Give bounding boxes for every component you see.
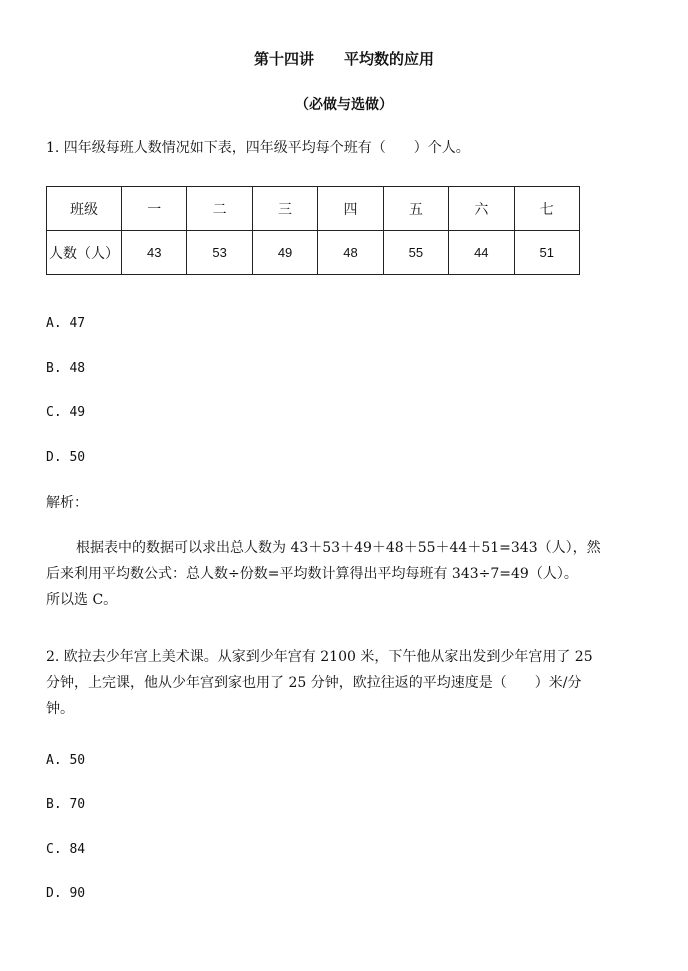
class-cell: 四 (318, 187, 383, 231)
q1-option-d: D. 50 (46, 450, 86, 465)
question-1-stem: 1. 四年级每班人数情况如下表，四年级平均每个班有（ ）个人。 (46, 140, 470, 156)
class-cell: 七 (514, 187, 579, 231)
question-2-stem (46, 644, 646, 722)
analysis-text (46, 535, 646, 613)
analysis-line: 根据表中的数据可以求出总人数为 43＋53＋49＋48＋55＋44＋51=343（人），然 (76, 540, 601, 556)
analysis-label: 解析： (46, 495, 88, 511)
q2-option-a: A. 50 (46, 753, 86, 768)
stem-line: 分钟，上完课，他从少年宫到家也用了 25 分钟，欧拉往返的平均速度是（ ）米/分 (46, 675, 582, 691)
row-header-class: 班级 (47, 187, 122, 231)
count-cell: 48 (318, 231, 383, 275)
q1-option-b: B. 48 (46, 361, 86, 376)
class-size-table (46, 186, 580, 275)
count-cell: 43 (122, 231, 187, 275)
lecture-topic: 平均数的应用 (344, 50, 435, 68)
stem-line: 钟。 (46, 701, 74, 717)
stem-line: 2. 欧拉去少年宫上美术课。从家到少年宫有 2100 米，下午他从家出发到少年宫用了 25 (46, 649, 593, 665)
row-header-count: 人数（人） (47, 231, 122, 275)
class-cell: 六 (449, 187, 514, 231)
class-cell: 五 (383, 187, 448, 231)
analysis-line: 后来利用平均数公式：总人数÷份数=平均数计算得出平均每班有 343÷7=49（人）。 (46, 566, 578, 582)
table-row (47, 231, 580, 275)
count-cell: 49 (252, 231, 317, 275)
q2-option-b: B. 70 (46, 797, 86, 812)
count-cell: 44 (449, 231, 514, 275)
q1-option-a: A. 47 (46, 316, 86, 331)
count-cell: 55 (383, 231, 448, 275)
class-cell: 三 (252, 187, 317, 231)
lecture-number: 第十四讲 (253, 50, 314, 68)
lecture-title (0, 48, 688, 69)
count-cell: 53 (187, 231, 252, 275)
count-cell: 51 (514, 231, 579, 275)
class-cell: 二 (187, 187, 252, 231)
section-subtitle: （必做与选做） (295, 97, 393, 113)
q1-option-c: C. 49 (46, 405, 86, 420)
table-row (47, 187, 580, 231)
q2-option-c: C. 84 (46, 842, 86, 857)
analysis-line: 所以选 C。 (46, 592, 118, 608)
q2-option-d: D. 90 (46, 886, 86, 901)
class-cell: 一 (122, 187, 187, 231)
